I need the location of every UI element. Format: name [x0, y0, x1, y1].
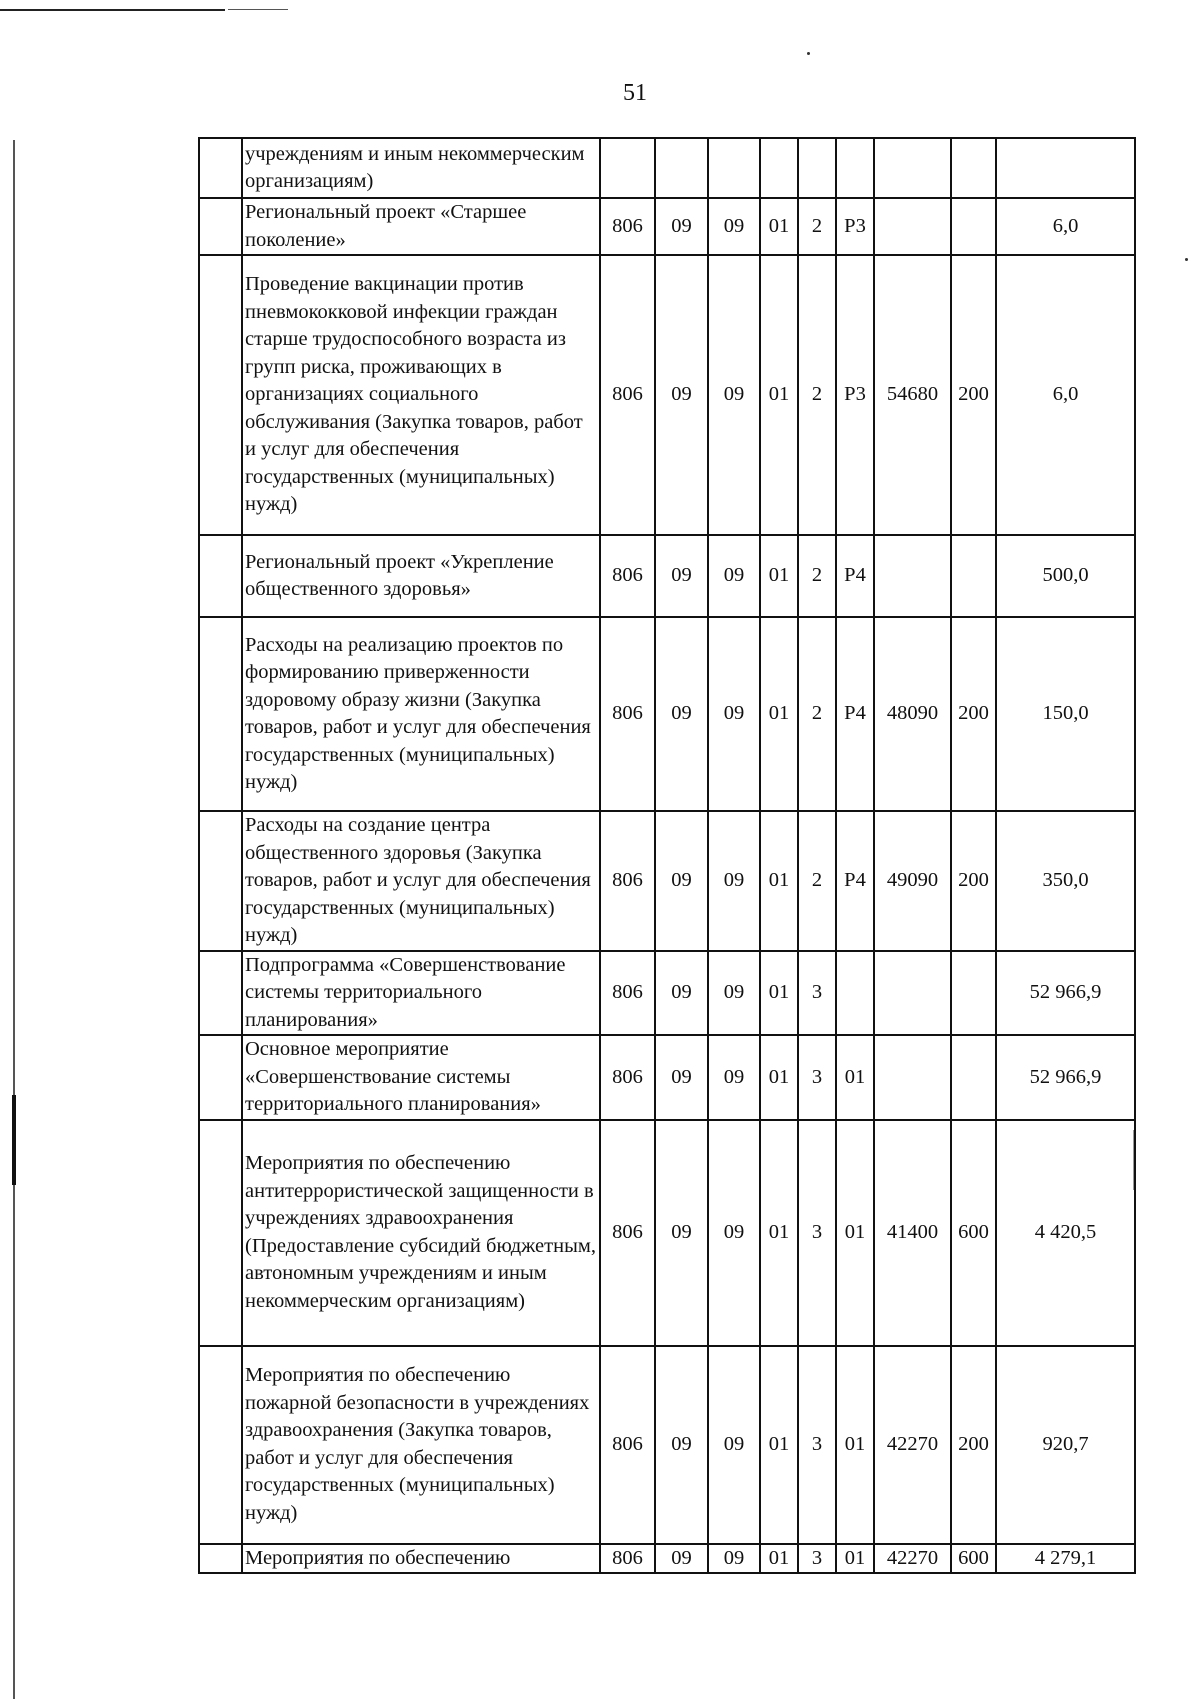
- code-pr: 09: [708, 951, 760, 1036]
- code-pr: 09: [708, 1544, 760, 1574]
- code-pr: 09: [708, 1035, 760, 1120]
- code-pr: 09: [708, 617, 760, 811]
- row-number-cell: [199, 138, 242, 198]
- row-sum: 920,7: [996, 1346, 1135, 1544]
- code-rz: 09: [655, 811, 708, 951]
- scan-speck: [1185, 258, 1188, 261]
- table-row: [199, 198, 1135, 255]
- row-name: Расходы на реализацию проектов по формированию приверженности здоровому образу жизни (Закупка товаров, работ и услуг для обеспечения государственных (муниципальных) нужд): [242, 617, 600, 811]
- code-program: 01: [760, 617, 798, 811]
- code-direction: [874, 535, 951, 617]
- row-sum: 6,0: [996, 198, 1135, 255]
- table-row: [199, 138, 1135, 198]
- code-direction: 54680: [874, 255, 951, 535]
- code-direction: [874, 198, 951, 255]
- code-event: P3: [836, 198, 874, 255]
- table-row: [199, 255, 1135, 535]
- code-direction: 42270: [874, 1544, 951, 1574]
- row-name: Подпрограмма «Совершенствование системы территориального планирования»: [242, 951, 600, 1036]
- row-number-cell: [199, 255, 242, 535]
- code-event: 01: [836, 1120, 874, 1346]
- row-name: Мероприятия по обеспечению: [242, 1544, 600, 1574]
- code-expense-type: [951, 1035, 996, 1120]
- code-expense-type: 200: [951, 811, 996, 951]
- page-number: 51: [623, 80, 647, 106]
- code-direction: 42270: [874, 1346, 951, 1544]
- code-event: P4: [836, 617, 874, 811]
- row-sum: 500,0: [996, 535, 1135, 617]
- code-pr: 09: [708, 255, 760, 535]
- code-event: P3: [836, 255, 874, 535]
- code-pr: 09: [708, 811, 760, 951]
- scan-rule-top: [0, 9, 225, 11]
- row-number-cell: [199, 1544, 242, 1574]
- table-row: [199, 1544, 1135, 1574]
- row-sum: 350,0: [996, 811, 1135, 951]
- row-number-cell: [199, 1120, 242, 1346]
- budget-table: [198, 137, 1136, 1574]
- code-ved: 806: [600, 1544, 655, 1574]
- code-pr: [708, 138, 760, 198]
- row-name: учреждениям и иным некоммерческим организациям): [242, 138, 600, 198]
- row-name: Мероприятия по обеспечению антитеррористической защищенности в учреждениях здравоохранения (Предоставление субсидий бюджетным, автономным учреждениям и иным некоммерческим организациям): [242, 1120, 600, 1346]
- table-row: [199, 1346, 1135, 1544]
- row-name: Региональный проект «Старшее поколение»: [242, 198, 600, 255]
- row-number-cell: [199, 951, 242, 1036]
- code-program: 01: [760, 1544, 798, 1574]
- code-event: [836, 138, 874, 198]
- code-program: 01: [760, 535, 798, 617]
- row-sum: 4 420,5: [996, 1120, 1135, 1346]
- code-rz: 09: [655, 1544, 708, 1574]
- code-event: P4: [836, 811, 874, 951]
- row-number-cell: [199, 617, 242, 811]
- code-expense-type: [951, 535, 996, 617]
- code-rz: 09: [655, 1120, 708, 1346]
- code-rz: 09: [655, 951, 708, 1036]
- table-row: [199, 1035, 1135, 1120]
- code-expense-type: 200: [951, 1346, 996, 1544]
- scan-left-edge-mark: [12, 1095, 16, 1185]
- code-subprogram: 2: [798, 198, 836, 255]
- row-sum: 4 279,1: [996, 1544, 1135, 1574]
- code-expense-type: 600: [951, 1120, 996, 1346]
- row-sum: 150,0: [996, 617, 1135, 811]
- code-pr: 09: [708, 1120, 760, 1346]
- code-program: 01: [760, 951, 798, 1036]
- code-rz: 09: [655, 535, 708, 617]
- code-program: 01: [760, 255, 798, 535]
- code-program: [760, 138, 798, 198]
- code-pr: 09: [708, 198, 760, 255]
- code-direction: 49090: [874, 811, 951, 951]
- code-pr: 09: [708, 535, 760, 617]
- code-event: P4: [836, 535, 874, 617]
- code-ved: 806: [600, 1346, 655, 1544]
- code-ved: [600, 138, 655, 198]
- scan-speck: [807, 52, 810, 55]
- code-program: 01: [760, 198, 798, 255]
- code-rz: 09: [655, 1035, 708, 1120]
- code-rz: 09: [655, 255, 708, 535]
- row-sum: [996, 138, 1135, 198]
- row-sum: 52 966,9: [996, 1035, 1135, 1120]
- code-subprogram: 2: [798, 811, 836, 951]
- code-rz: 09: [655, 1346, 708, 1544]
- row-name: Проведение вакцинации против пневмококковой инфекции граждан старше трудоспособного возраста из групп риска, проживающих в организациях социального обслуживания (Закупка товаров, работ и услуг для обеспечения государственных (муниципальных) нужд): [242, 255, 600, 535]
- row-number-cell: [199, 1035, 242, 1120]
- table-row: [199, 617, 1135, 811]
- code-subprogram: 2: [798, 255, 836, 535]
- scan-left-edge: [13, 140, 15, 1699]
- code-subprogram: 3: [798, 1544, 836, 1574]
- row-sum: 6,0: [996, 255, 1135, 535]
- code-ved: 806: [600, 1035, 655, 1120]
- code-rz: 09: [655, 198, 708, 255]
- code-direction: 48090: [874, 617, 951, 811]
- code-ved: 806: [600, 951, 655, 1036]
- code-program: 01: [760, 1346, 798, 1544]
- code-expense-type: 600: [951, 1544, 996, 1574]
- code-direction: [874, 1035, 951, 1120]
- code-expense-type: [951, 198, 996, 255]
- row-number-cell: [199, 1346, 242, 1544]
- row-name: Мероприятия по обеспечению пожарной безопасности в учреждениях здравоохранения (Закупка товаров, работ и услуг для обеспечения государственных (муниципальных) нужд): [242, 1346, 600, 1544]
- code-ved: 806: [600, 811, 655, 951]
- code-event: [836, 951, 874, 1036]
- budget-table-body: [199, 138, 1135, 1573]
- code-subprogram: 2: [798, 535, 836, 617]
- code-subprogram: 2: [798, 617, 836, 811]
- code-ved: 806: [600, 535, 655, 617]
- scan-rule-top-short: [228, 9, 288, 10]
- code-expense-type: [951, 138, 996, 198]
- table-row: [199, 951, 1135, 1036]
- row-name: Расходы на создание центра общественного здоровья (Закупка товаров, работ и услуг для обеспечения государственных (муниципальных) нужд): [242, 811, 600, 951]
- table-row: [199, 535, 1135, 617]
- code-program: 01: [760, 1035, 798, 1120]
- code-subprogram: 3: [798, 1120, 836, 1346]
- code-expense-type: [951, 951, 996, 1036]
- code-expense-type: 200: [951, 255, 996, 535]
- code-pr: 09: [708, 1346, 760, 1544]
- code-direction: [874, 138, 951, 198]
- row-number-cell: [199, 811, 242, 951]
- code-subprogram: 3: [798, 1346, 836, 1544]
- code-rz: 09: [655, 617, 708, 811]
- code-direction: [874, 951, 951, 1036]
- code-event: 01: [836, 1346, 874, 1544]
- table-row: [199, 1120, 1135, 1346]
- code-ved: 806: [600, 1120, 655, 1346]
- table-row: [199, 811, 1135, 951]
- code-program: 01: [760, 1120, 798, 1346]
- code-expense-type: 200: [951, 617, 996, 811]
- code-event: 01: [836, 1544, 874, 1574]
- code-subprogram: 3: [798, 951, 836, 1036]
- code-subprogram: [798, 138, 836, 198]
- row-number-cell: [199, 535, 242, 617]
- code-subprogram: 3: [798, 1035, 836, 1120]
- row-number-cell: [199, 198, 242, 255]
- code-ved: 806: [600, 617, 655, 811]
- code-rz: [655, 138, 708, 198]
- code-event: 01: [836, 1035, 874, 1120]
- code-ved: 806: [600, 255, 655, 535]
- row-sum: 52 966,9: [996, 951, 1135, 1036]
- code-program: 01: [760, 811, 798, 951]
- code-direction: 41400: [874, 1120, 951, 1346]
- row-name: Региональный проект «Укрепление общественного здоровья»: [242, 535, 600, 617]
- code-ved: 806: [600, 198, 655, 255]
- row-name: Основное мероприятие «Совершенствование системы территориального планирования»: [242, 1035, 600, 1120]
